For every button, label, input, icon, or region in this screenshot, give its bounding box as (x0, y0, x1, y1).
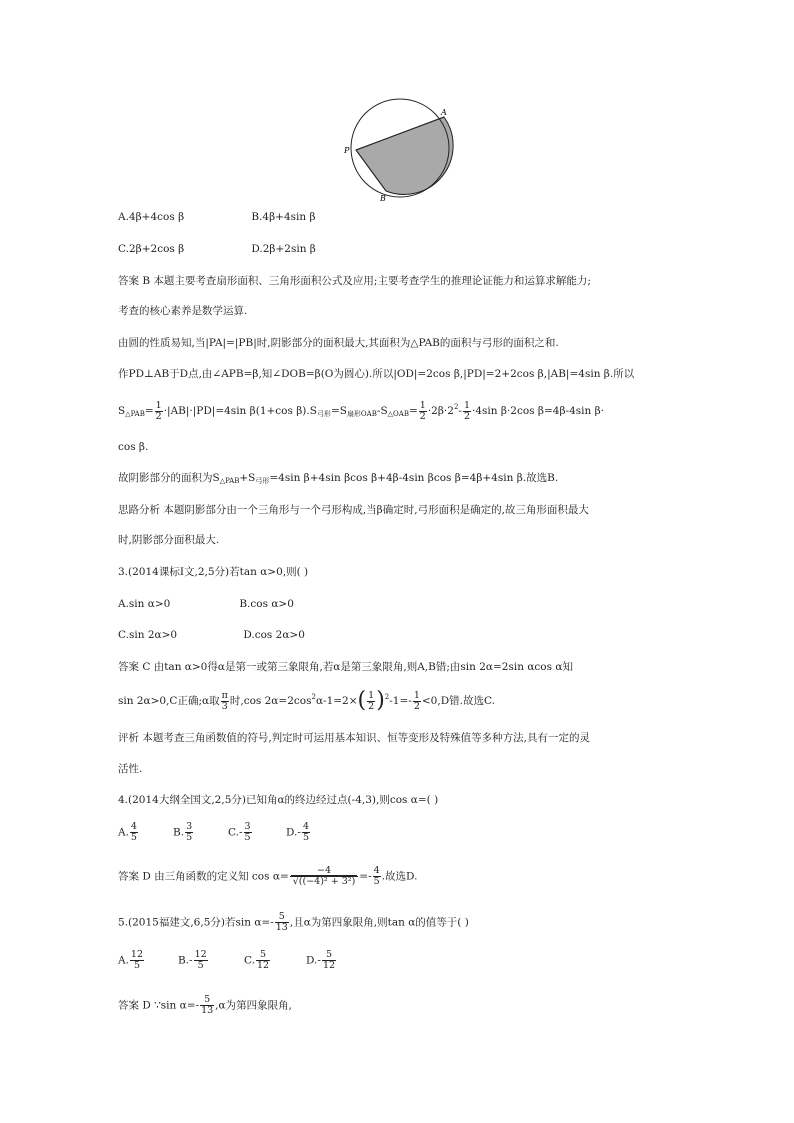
q5-stem: 5.(2015福建文,6,5分)若sin α=- $\frac{5}{13}$ ,且α为第四象限角,则tan α的值等于( ) (118, 911, 469, 933)
q5-options (118, 950, 337, 971)
fraction-half: $\frac{1}{2}$ (463, 399, 471, 422)
circle-figure (340, 90, 460, 210)
idea-line-2: 时,阴影部分面积最大. (118, 534, 220, 546)
answer-line-2: 考查的核心素养是数学运算. (118, 305, 248, 317)
q3-option-d: D.cos 2α>0 (243, 629, 305, 641)
idea-line-1: 思路分析 本题阴影部分由一个三角形与一个弓形构成,当β确定时,弓形面积是确定的,故三角形面积最大 (118, 504, 589, 516)
option-d: D.2β+2sin β (251, 243, 316, 255)
label-a: A (441, 108, 447, 117)
options-row-2 (118, 242, 316, 256)
q3-answer-line-2: sin 2α>0,C正确;α取 $\frac{\pi}{3}$ 时,cos $2\alpha=2\cos^2\alpha-1=2\times$( $\frac{1}{2}$ )$^2$-1=- $\frac{1}{2}$ <0,D错.故选C. (118, 688, 495, 713)
option-c: C.2β+2cos β (118, 243, 185, 255)
option-a: A.4β+4cos β (118, 211, 185, 223)
fraction-half: $\frac{1}{2}$ (368, 689, 375, 712)
options-row-1 (118, 210, 316, 224)
q3-option-c: C.sin 2α>0 (118, 629, 178, 641)
q5-option-a: A. $\frac{12}{5}$ (118, 949, 144, 971)
q3-stem: 3.(2014课标Ⅰ文,2,5分)若tan α>0,则( ) (118, 566, 309, 578)
solution-line-3: $S_{\triangle PAB}=$ $\frac{1}{2}$ ·|AB|·|PD|=4sin β(1+cos $\beta).S_{弓形}=S_{扇形OAB}-S_{\triangle OAB}=$ $\frac{1}{2}$ $\cdot 2\beta\cdot 2^2-$ $\frac{1}{2}$ ·4sin β·2cos β=4β-4sin β· (118, 399, 604, 422)
shaded-region (356, 117, 453, 194)
q4-option-a: A. $\frac{4}{5}$ (118, 821, 137, 843)
answer-line-1: 答案 B 本题主要考查扇形面积、三角形面积公式及应用;主要考查学生的推理论证能力和运算求解能力; (118, 275, 591, 287)
q4-answer: 答案 D 由三角函数的定义知 cos α= $\frac{-4}{\text{√((−4)² + 3²)}}$ =- $\frac{4}{5}$ .故选D. (118, 865, 418, 887)
solution-line-1: 由圆的性质易知,当|PA|=|PB|时,阴影部分的面积最大,其面积为△PAB的面积与弓形的面积之和. (118, 337, 559, 349)
q4-option-d: D.- $\frac{4}{5}$ (286, 821, 309, 843)
fraction-half: $\frac{1}{2}$ (419, 399, 426, 422)
fraction-pi-third: $\frac{\pi}{3}$ (221, 689, 228, 712)
q3-option-a: A.sin α>0 (118, 598, 171, 610)
q5-option-c: C. $\frac{5}{12}$ (244, 949, 270, 971)
fraction-half: $\frac{1}{2}$ (155, 399, 162, 422)
q4-option-b: B. $\frac{3}{5}$ (173, 821, 193, 843)
label-p: P (344, 146, 350, 155)
q3-options-row-2 (118, 628, 305, 642)
q4-options (118, 822, 311, 843)
q5-option-b: B.- $\frac{12}{5}$ (178, 949, 207, 971)
q3-answer-line-1: 答案 C 由tan α>0得α是第一或第三象限角,若α是第三象限角,则A,B错;由sin 2α=2sin αcos α知 (118, 661, 573, 673)
q3-review-line-2: 活性. (118, 763, 143, 775)
q4-option-c: C.- $\frac{3}{5}$ (228, 821, 251, 843)
fraction-cos-definition: $\frac{-4}{\text{√((−4)² + 3²)}}$ (290, 866, 359, 887)
fraction-half: $\frac{1}{2}$ (413, 689, 420, 712)
q4-stem: 4.(2014大纲全国文,2,5分)已知角α的终边经过点(-4,3),则cos α=( ) (118, 794, 439, 806)
solution-line-5: 故阴影部分的面积为$S_{\triangle PAB}+S_{弓形}=4\sin$ β+4sin βcos β+4β-4sin βcos β=4β+4sin β.故选B. (118, 472, 559, 485)
solution-line-2: 作PD⊥AB于D点,由∠APB=β,知∠DOB=β(O为圆心).所以|OD|=2cos β,|PD|=2+2cos β,|AB|=4sin β.所以 (118, 368, 635, 380)
q3-options-row-1 (118, 597, 294, 611)
option-b: B.4β+4sin β (251, 211, 316, 223)
solution-line-4: cos β. (118, 441, 149, 453)
q5-answer: 答案 D ∵sin α=- $\frac{5}{13}$ ,α为第四象限角, (118, 994, 292, 1016)
q3-option-b: B.cos α>0 (239, 598, 294, 610)
q5-option-d: D.- $\frac{5}{12}$ (306, 949, 336, 971)
q3-review-line-1: 评析 本题考查三角函数值的符号,判定时可运用基本知识、恒等变形及特殊值等多种方法,具有一定的灵 (118, 732, 591, 744)
label-b: B (380, 194, 386, 203)
